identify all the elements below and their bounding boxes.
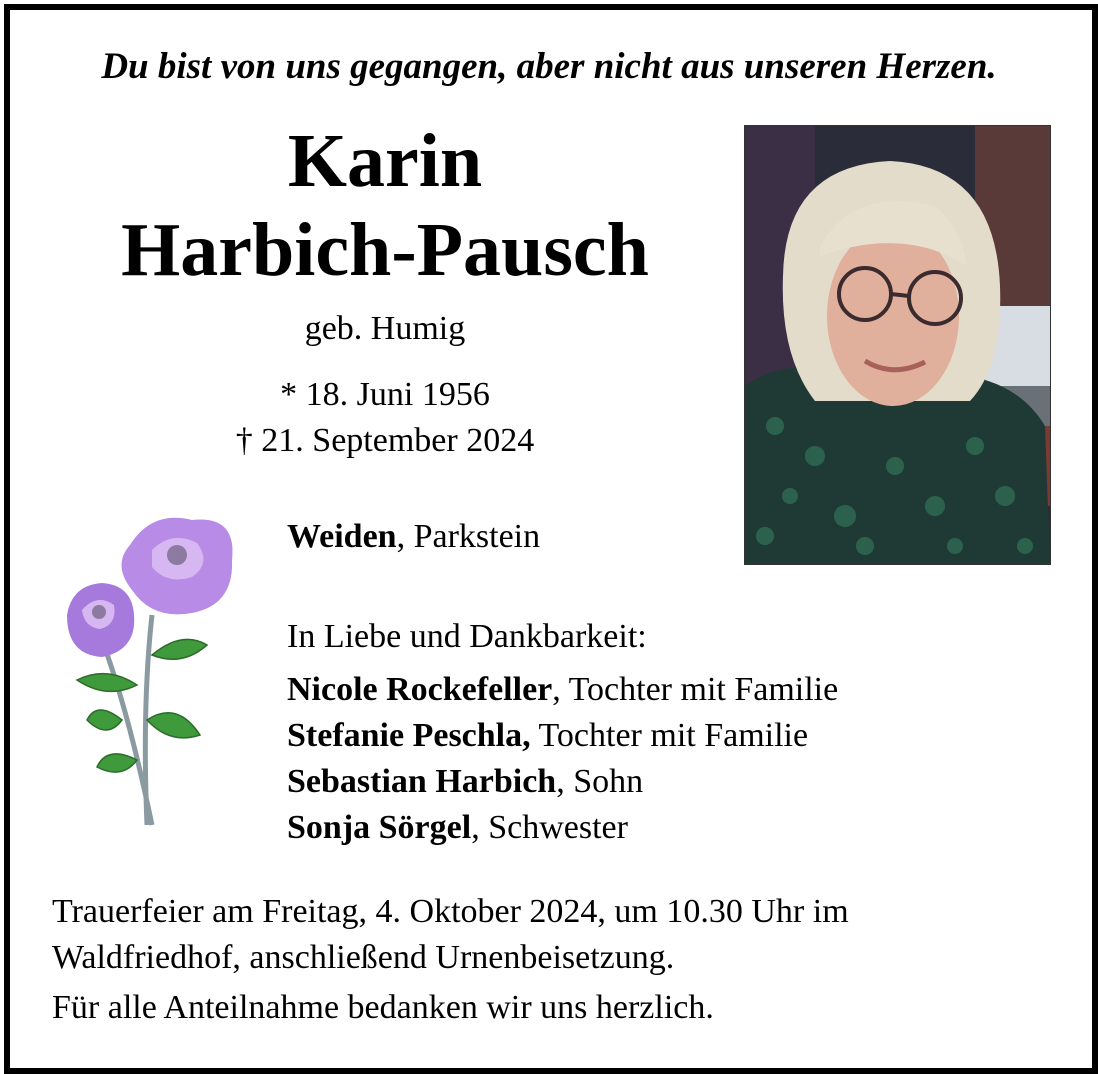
thanks-line: Für alle Anteilnahme bedanken wir uns herzlich. bbox=[52, 989, 714, 1026]
place-secondary: , Parkstein bbox=[396, 518, 541, 555]
portrait-photo bbox=[744, 125, 1051, 565]
born-name: geb. Humig bbox=[304, 310, 466, 347]
first-name: Karin bbox=[287, 119, 483, 203]
mourner-line bbox=[287, 806, 628, 850]
mourner-line bbox=[287, 668, 838, 712]
mourner-relation: , Tochter mit Familie bbox=[552, 671, 839, 708]
mourner-name: Sonja Sörgel bbox=[287, 809, 472, 846]
motto: Du bist von uns gegangen, aber nicht aus unseren Herzen. bbox=[101, 46, 997, 87]
service-line-2: Waldfriedhof, anschließend Urnenbeisetzung. bbox=[52, 939, 675, 976]
mourner-relation: Tochter mit Familie bbox=[530, 717, 809, 754]
mourner-line bbox=[287, 714, 808, 758]
death-date: † 21. September 2024 bbox=[235, 422, 535, 459]
mourner-name: Nicole Rockefeller bbox=[287, 671, 553, 708]
last-name: Harbich-Pausch bbox=[121, 208, 649, 292]
service-line-1: Trauerfeier am Freitag, 4. Oktober 2024, um 10.30 Uhr im bbox=[52, 893, 849, 930]
place-primary: Weiden bbox=[287, 518, 397, 555]
mourners-intro: In Liebe und Dankbarkeit: bbox=[287, 618, 647, 655]
rose-illustration bbox=[52, 505, 252, 835]
mourner-relation: , Sohn bbox=[556, 763, 644, 800]
mourner-name: Sebastian Harbich bbox=[287, 763, 557, 800]
places bbox=[287, 515, 540, 559]
birth-date: * 18. Juni 1956 bbox=[280, 376, 490, 413]
mourner-line bbox=[287, 760, 643, 804]
mourner-name: Stefanie Peschla, bbox=[287, 717, 531, 754]
mourner-relation: , Schwester bbox=[471, 809, 628, 846]
